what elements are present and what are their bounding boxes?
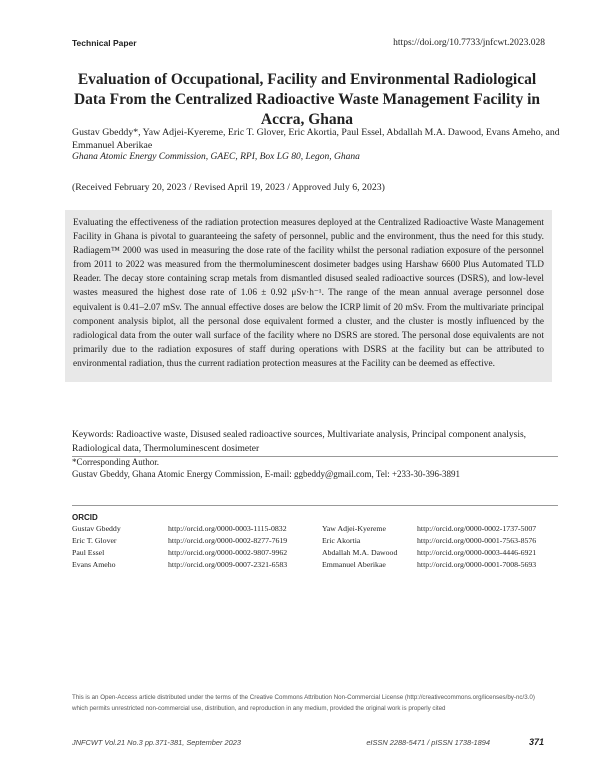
keywords: Keywords: Radioactive waste, Disused sealed radioactive sources, Multivariate analysis, Principal component analysis, Radiological data, Thermoluminescent dosimeter [72, 430, 527, 454]
orcid-link[interactable]: http://orcid.org/0000-0002-8277-7619 [168, 536, 288, 545]
orcid-row [72, 560, 558, 572]
orcid-name: Emmanuel Aberikae [322, 560, 386, 569]
paper-type-label: Technical Paper [72, 38, 137, 48]
orcid-row [72, 524, 558, 536]
orcid-link[interactable]: http://orcid.org/0000-0001-7008-5693 [417, 560, 537, 569]
orcid-name: Evans Ameho [72, 560, 116, 569]
orcid-row [72, 536, 558, 548]
corresponding-detail: Gustav Gbeddy, Ghana Atomic Energy Commission, E-mail: ggbeddy@gmail.com, Tel: +233-30-396-3891 [72, 469, 461, 479]
orcid-name: Yaw Adjei-Kyereme [322, 524, 386, 533]
abstract-box [65, 210, 552, 382]
orcid-name: Eric T. Glover [72, 536, 117, 545]
doi-link[interactable]: https://doi.org/10.7733/jnfcwt.2023.028 [393, 38, 545, 48]
received-dates: (Received February 20, 2023 / Revised April 19, 2023 / Approved July 6, 2023) [72, 182, 385, 193]
orcid-link[interactable]: http://orcid.org/0000-0001-7563-8576 [417, 536, 537, 545]
paper-title: Evaluation of Occupational, Facility and Environmental Radiological Data From the Centralized Radioactive Waste Management Facility in Accra, Ghana [73, 71, 541, 128]
orcid-link[interactable]: http://orcid.org/0000-0003-4446-6921 [417, 548, 537, 557]
orcid-name: Abdallah M.A. Dawood [322, 548, 398, 557]
orcid-name: Gustav Gbeddy [72, 524, 121, 533]
orcid-link[interactable]: http://orcid.org/0000-0002-9807-9962 [168, 548, 288, 557]
orcid-link[interactable]: http://orcid.org/0000-0002-1737-5007 [417, 524, 537, 533]
affiliation: Ghana Atomic Energy Commission, GAEC, RPI, Box LG 80, Legon, Ghana [72, 152, 360, 162]
orcid-section [72, 505, 558, 569]
journal-citation: JNFCWT Vol.21 No.3 pp.371-381, September 2023 [72, 738, 241, 747]
orcid-row [72, 548, 558, 560]
abstract-text: Evaluating the effectiveness of the radiation protection measures deployed at the Centralized Radioactive Waste Management Facility in Ghana is pivotal to guaranteeing the safety of personnel, public and the environment, thus the need for this study. Radiagem™ 2000 was used in measuring the dose rate of the facility whilst the personal radiation exposure of the personnel from 2011 to 2022 was measured from the thermoluminescent dosimeter badges using Harshaw 6600 Plus Automated TLD Reader. The decay store containing scrap metals from dismantled disused sealed radioactive sources (DSRS), and low-level wastes measured the highest dose rate of 1.06 ± 0.92 μSv·h⁻¹. The range of the mean annual average personnel dose equivalent is 0.41–2.07 mSv. The annual effective doses are below the ICRP limit of 20 mSv. From the multivariate principal component analysis biplot, all the personal dose equivalent formed a cluster, and the cluster is mostly influenced by the radiological data from the outer wall surface of the facility where no DSRS are stored. The personal dose equivalents are not primarily due to the radiation exposures of staff during operations with DSRS at the facility but can be attributed to environmental radiation, thus the current radiation protection measures at the Facility can be deemed as effective. [73, 218, 544, 369]
license-notice: This is an Open-Access article distributed under the terms of the Creative Commons Attribution Non-Commercial License (http://creativecommons.org/licenses/by-nc/3.0) which permits unrestricted non-commercial use, distribution, and reproduction in any medium, provided the original work is properly cited [72, 694, 535, 712]
orcid-name: Paul Essel [72, 548, 105, 557]
corresponding-label: *Corresponding Author. [72, 457, 159, 467]
author-list: Gustav Gbeddy*, Yaw Adjei-Kyereme, Eric T. Glover, Eric Akortia, Paul Essel, Abdallah M.A. Dawood, Evans Ameho, and Emmanuel Aberikae [72, 127, 560, 151]
orcid-title: ORCID [72, 513, 98, 522]
issn-info: eISSN 2288-5471 / pISSN 1738-1894 [366, 738, 490, 747]
orcid-link[interactable]: http://orcid.org/0009-0007-2321-6583 [168, 560, 288, 569]
orcid-name: Eric Akortia [322, 536, 361, 545]
corresponding-author [72, 456, 558, 479]
page-number: 371 [528, 737, 544, 747]
orcid-link[interactable]: http://orcid.org/0000-0003-1115-0832 [168, 524, 287, 533]
